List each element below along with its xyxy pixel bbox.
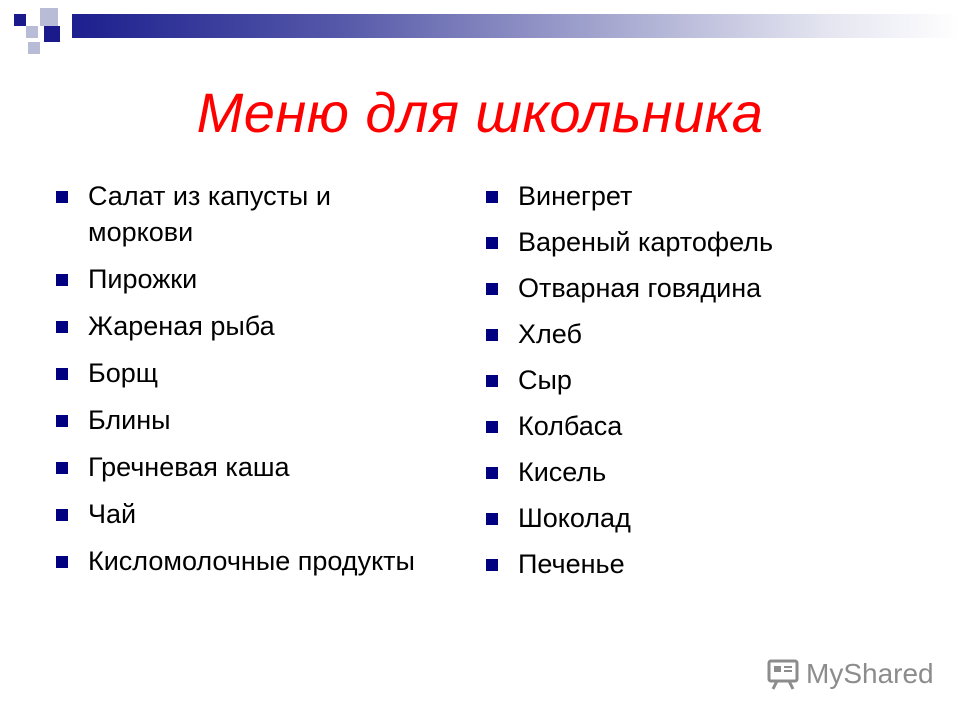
list-item-label: Печенье xyxy=(518,549,625,579)
list-item xyxy=(486,270,886,306)
list-item xyxy=(486,546,886,582)
list-item-label: Вареный картофель xyxy=(518,227,774,257)
square-bullet-icon xyxy=(56,274,68,286)
square-bullet-icon xyxy=(56,462,68,474)
list-item-label: Колбаса xyxy=(518,411,623,441)
myshared-watermark xyxy=(766,656,934,692)
square-bullet-icon xyxy=(486,467,498,479)
list-item xyxy=(486,500,886,536)
square-bullet-icon xyxy=(56,415,68,427)
list-item-label: Чай xyxy=(88,499,137,529)
square-bullet-icon xyxy=(486,375,498,387)
right-menu-list xyxy=(486,178,886,592)
square-bullet-icon xyxy=(56,368,68,380)
list-item xyxy=(486,316,886,352)
decor-square-2 xyxy=(26,26,38,38)
square-bullet-icon xyxy=(486,237,498,249)
list-item xyxy=(486,224,886,260)
list-item-label: Отварная говядина xyxy=(518,273,762,303)
watermark-text: MyShared xyxy=(806,658,934,689)
list-item-label: Винегрет xyxy=(518,181,633,211)
list-item xyxy=(56,449,416,485)
square-bullet-icon xyxy=(56,191,68,203)
list-item xyxy=(486,362,886,398)
list-item xyxy=(486,178,886,214)
square-bullet-icon xyxy=(486,513,498,525)
list-item-label: Кисель xyxy=(518,457,607,487)
left-menu-list xyxy=(56,178,416,590)
square-bullet-icon xyxy=(486,283,498,295)
list-item xyxy=(56,261,416,297)
list-item xyxy=(56,402,416,438)
list-item xyxy=(56,355,416,391)
list-item-label: Кисломолочные продукты xyxy=(88,546,415,576)
square-bullet-icon xyxy=(486,559,498,571)
square-bullet-icon xyxy=(486,191,498,203)
list-item xyxy=(56,178,416,250)
square-bullet-icon xyxy=(486,329,498,341)
square-bullet-icon xyxy=(486,421,498,433)
list-item-label: Шоколад xyxy=(518,503,631,533)
slide-title: Меню для школьника xyxy=(196,81,764,144)
square-bullet-icon xyxy=(56,509,68,521)
list-item-label: Жареная рыба xyxy=(88,311,275,341)
decor-square-4 xyxy=(44,26,60,42)
list-item xyxy=(56,308,416,344)
header-gradient-bar xyxy=(72,14,960,38)
list-item-label: Хлеб xyxy=(518,319,582,349)
presentation-board-icon xyxy=(766,657,800,691)
list-item xyxy=(56,543,416,579)
list-item-label: Сыр xyxy=(518,365,572,395)
square-bullet-icon xyxy=(56,321,68,333)
list-item-label: Пирожки xyxy=(88,264,198,294)
list-item xyxy=(486,408,886,444)
list-item xyxy=(56,496,416,532)
square-bullet-icon xyxy=(56,556,68,568)
list-item-label: Салат из капусты и моркови xyxy=(88,181,331,247)
decor-square-3 xyxy=(40,8,58,26)
list-item-label: Блины xyxy=(88,405,171,435)
decor-square-5 xyxy=(28,42,40,54)
decor-square-1 xyxy=(14,14,26,26)
list-item-label: Гречневая каша xyxy=(88,452,290,482)
list-item-label: Борщ xyxy=(88,358,158,388)
list-item xyxy=(486,454,886,490)
